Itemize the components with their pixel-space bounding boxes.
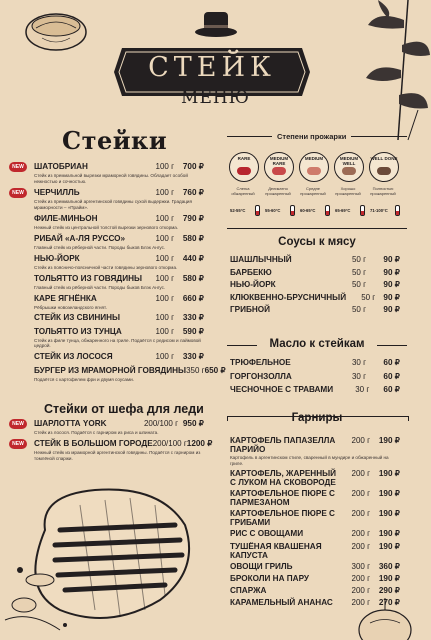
item-name: ТРЮФЕЛЬНОЕ xyxy=(230,358,291,367)
menu-item xyxy=(34,352,204,362)
item-name: КЛЮКВЕННО-БРУСНИЧНЫЙ xyxy=(230,292,347,302)
menu-item-row xyxy=(34,214,204,224)
menu-item-row xyxy=(230,358,400,368)
bowl-illustration xyxy=(22,8,90,56)
item-description: Стейк из поясничо-поясничной части говядины зернового откорма. xyxy=(34,264,178,270)
doneness-circle xyxy=(229,152,259,182)
item-weight: 30 г xyxy=(355,385,370,394)
item-price: 190 ₽ xyxy=(378,541,400,551)
menu-item xyxy=(230,542,400,560)
item-description: Главный стейк из рёберной части. Породы быков Блэк Ангус. xyxy=(34,284,166,290)
thermometer-icon xyxy=(325,205,330,216)
item-name: ГРИБНОЙ xyxy=(230,305,271,315)
menu-item xyxy=(230,358,400,368)
menu-item-row xyxy=(34,162,204,172)
item-name: КАРТОФЕЛЬ, ЖАРЕННЫЙ С ЛУКОМ НА СКОВОРОДЕ xyxy=(230,468,337,487)
item-weight: 200 г xyxy=(351,468,370,478)
item-name: ТУШЁНАЯ КВАШЕНАЯ КАПУСТА xyxy=(230,541,322,560)
menu-item xyxy=(230,574,400,584)
doneness-temperature: 71-100°C xyxy=(370,208,388,213)
menu-item xyxy=(230,562,400,572)
menu-item-row xyxy=(34,274,204,284)
menu-item xyxy=(34,274,204,291)
doneness-temperature: 65-69°C xyxy=(335,208,351,213)
item-price: 190 ₽ xyxy=(378,436,400,445)
doneness-description: Деликатно прожаренный xyxy=(265,186,291,196)
menu-item xyxy=(34,234,204,251)
item-weight: 100 г xyxy=(155,162,174,171)
item-name: СТЕЙК ИЗ СВИНИНЫ xyxy=(34,313,121,323)
item-description: Нежный стейк из центральной толстой вырезки зернового откорма. xyxy=(34,224,179,230)
doneness-label: WELL DONE xyxy=(370,156,398,161)
menu-item xyxy=(12,162,204,185)
item-price: 90 ₽ xyxy=(383,255,400,264)
menu-item xyxy=(12,419,204,436)
sauces-title: Соусы к мясу xyxy=(278,236,356,248)
hat-icon xyxy=(194,10,238,40)
thermometer-icon xyxy=(255,205,260,216)
item-description: Главный стейк из рёберной части. Породы быков Блэк Ангус. xyxy=(34,244,166,250)
doneness-temperature: 60-65°C xyxy=(300,208,316,213)
menu-item xyxy=(34,327,204,350)
item-weight: 200 г xyxy=(351,598,370,608)
menu-item-row xyxy=(230,305,400,315)
item-description: Рёбрышки новозеландского ягнят. xyxy=(34,304,107,310)
item-price: 580 ₽ xyxy=(182,233,204,243)
menu-item xyxy=(230,268,400,278)
herb-illustration xyxy=(338,0,431,140)
item-price: 60 ₽ xyxy=(383,385,400,394)
doneness-circle xyxy=(334,152,364,182)
item-price: 270 ₽ xyxy=(378,598,400,608)
item-weight: 350 г xyxy=(186,365,205,375)
item-price: 190 ₽ xyxy=(378,468,400,478)
item-name: ШАТОБРИАН xyxy=(34,162,88,171)
menu-item-row xyxy=(230,598,400,608)
menu-item xyxy=(12,187,204,211)
menu-item-row xyxy=(34,188,204,198)
thermometer-icon xyxy=(290,205,295,216)
doneness-description: Полностью прожаренный xyxy=(370,186,396,196)
item-name: БРОКОЛИ НА ПАРУ xyxy=(230,573,310,583)
item-price: 650 ₽ xyxy=(204,365,226,375)
item-weight: 300 г xyxy=(351,561,370,571)
item-weight: 100 г xyxy=(155,253,174,263)
menu-item xyxy=(230,255,400,265)
doneness-circle xyxy=(369,152,399,182)
item-price: 190 ₽ xyxy=(378,529,400,539)
item-weight: 100 г xyxy=(155,293,174,303)
item-weight: 50 г xyxy=(351,267,366,277)
item-price: 1200 ₽ xyxy=(186,438,213,448)
item-price: 60 ₽ xyxy=(383,371,400,381)
item-name: ЧЕРЧИЛЛЬ xyxy=(34,187,80,197)
item-description: Картофель в аргентинском стиле, сваренный в мундире и обжаренный на гриле. xyxy=(230,455,389,466)
item-description: Нежный стейк из мраморной аргентинской говядины. Подаётся с гарниром из томлёной спаржи. xyxy=(34,449,201,461)
item-price: 330 ₽ xyxy=(182,352,204,362)
meat-icon xyxy=(237,167,251,175)
butter-title: Масло к стейкам xyxy=(269,338,365,350)
logo-text: СТЕЙК xyxy=(148,52,276,83)
item-weight: 200 г xyxy=(351,529,370,539)
item-name: ТОЛЬЯТТО ИЗ ГОВЯДИНЫ xyxy=(34,273,143,283)
item-price: 90 ₽ xyxy=(383,292,400,302)
item-weight: 200 г xyxy=(351,586,370,596)
doneness-label: MEDIUM WELL xyxy=(339,156,359,166)
menu-item-row xyxy=(34,419,204,429)
menu-item xyxy=(230,598,400,608)
new-badge: NEW xyxy=(9,419,27,429)
item-name: ЧЕСНОЧНОЕ С ТРАВАМИ xyxy=(230,385,334,394)
chef-list xyxy=(12,419,213,464)
item-price: 580 ₽ xyxy=(182,273,204,283)
item-name: БУРГЕР ИЗ МРАМОРНОЙ ГОВЯДИНЫ xyxy=(34,365,187,375)
item-name: КАРЕ ЯГНЁНКА xyxy=(34,293,97,303)
item-name: ГОРГОНЗОЛЛА xyxy=(230,371,292,381)
meat-icon xyxy=(307,167,321,175)
item-weight: 200 г xyxy=(351,488,370,498)
menu-item xyxy=(230,385,400,395)
doneness-title: Степени прожарки xyxy=(272,132,351,141)
item-name: ОВОЩИ ГРИЛЬ xyxy=(230,561,293,571)
item-description: Стейк из премиальной вырезки мраморной говядины. Обладает особой нежностью и сочностью. xyxy=(34,173,188,184)
item-weight: 100 г xyxy=(155,187,174,197)
menu-item xyxy=(230,372,400,382)
item-weight: 100 г xyxy=(155,326,174,336)
menu-item-row xyxy=(230,574,400,584)
item-price: 90 ₽ xyxy=(383,267,400,277)
menu-item xyxy=(230,305,400,315)
doneness-temperature: 55-60°C xyxy=(265,208,281,213)
thermometer-icon xyxy=(395,205,400,216)
menu-item-row xyxy=(230,469,400,487)
item-name: РИС С ОВОЩАМИ xyxy=(230,529,304,539)
menu-item-row xyxy=(34,254,204,264)
menu-item-row xyxy=(34,365,226,376)
item-name: КАРТОФЕЛЬ ПАПАЗЕЛЛА ПАРИЙО xyxy=(230,436,336,454)
item-price: 190 ₽ xyxy=(378,509,400,519)
menu-item xyxy=(34,365,226,383)
item-price: 590 ₽ xyxy=(182,326,204,336)
item-name: ТОЛЬЯТТО ИЗ ТУНЦА xyxy=(34,326,122,336)
menu-item-row xyxy=(34,234,204,244)
item-weight: 50 г xyxy=(351,305,366,315)
item-price: 330 ₽ xyxy=(182,313,204,323)
item-price: 950 ₽ xyxy=(182,419,204,428)
doneness-description: Слегка обжаренный xyxy=(231,186,255,196)
item-price: 290 ₽ xyxy=(378,586,400,596)
item-price: 760 ₽ xyxy=(182,187,204,197)
item-price: 440 ₽ xyxy=(182,253,204,263)
menu-item xyxy=(34,294,204,311)
new-badge: NEW xyxy=(9,188,27,198)
item-weight: 30 г xyxy=(351,371,366,381)
menu-item-row xyxy=(230,489,400,507)
menu-item xyxy=(230,469,400,487)
item-name: БАРБЕКЮ xyxy=(230,267,272,277)
item-weight: 100 г xyxy=(155,313,174,323)
item-name: КАРТОФЕЛЬНОЕ ПЮРЕ С ПАРМЕЗАНОМ xyxy=(230,488,335,507)
item-weight: 200 г xyxy=(351,436,370,445)
item-weight: 100 г xyxy=(155,213,174,223)
new-badge: NEW xyxy=(9,162,27,172)
menu-item-row xyxy=(230,586,400,596)
menu-subtitle: МЕНЮ xyxy=(181,88,250,108)
chef-title: Стейки от шефа для леди xyxy=(44,402,204,416)
item-description: Стейк из премиальной аргентинской говядины сухой выдержки. Градация мраморности – «Прайм». xyxy=(34,198,192,210)
item-name: КАРАМЕЛЬНЫЙ АНАНАС xyxy=(230,598,333,608)
menu-item-row xyxy=(34,313,204,323)
menu-item xyxy=(230,436,400,467)
menu-item xyxy=(34,254,204,271)
meat-icon xyxy=(377,167,391,175)
new-badge: NEW xyxy=(9,439,27,449)
doneness-label: MEDIUM RARE xyxy=(269,156,289,166)
item-weight: 100 г xyxy=(155,233,174,243)
menu-item xyxy=(230,489,400,507)
meat-icon xyxy=(272,167,286,175)
item-weight: 200 г xyxy=(351,541,370,551)
butter-list xyxy=(230,358,400,399)
item-name: ШАШЛЫЧНЫЙ xyxy=(230,255,292,264)
menu-item-row xyxy=(230,562,400,572)
item-weight: 30 г xyxy=(351,358,366,367)
item-name: КАРТОФЕЛЬНОЕ ПЮРЕ С ГРИБАМИ xyxy=(230,509,335,528)
item-name: СПАРЖА xyxy=(230,586,267,596)
menu-item-row xyxy=(230,268,400,278)
sauces-list xyxy=(230,255,400,318)
item-weight: 100 г xyxy=(155,273,174,283)
menu-item-row xyxy=(230,280,400,290)
item-price: 60 ₽ xyxy=(383,358,400,367)
doneness-description: Хорошо прожаренный xyxy=(335,186,361,196)
doneness-description: Средне прожаренный xyxy=(300,186,326,196)
doneness-circle xyxy=(264,152,294,182)
sides-list xyxy=(230,436,400,610)
steaks-title: Стейки xyxy=(62,126,168,155)
menu-item-row xyxy=(34,352,204,362)
menu-item xyxy=(230,586,400,596)
item-weight: 200/100 г xyxy=(152,438,187,448)
item-weight: 50 г xyxy=(361,292,376,302)
item-price: 790 ₽ xyxy=(182,213,204,223)
menu-item-row xyxy=(230,436,400,454)
item-name: ФИЛЕ-МИНЬОН xyxy=(34,213,98,223)
item-price: 360 ₽ xyxy=(378,561,400,571)
item-price: 90 ₽ xyxy=(383,305,400,315)
steaks-list xyxy=(12,162,226,386)
menu-item xyxy=(230,509,400,527)
doneness-bottom-divider xyxy=(227,228,407,229)
doneness-label: RARE xyxy=(237,156,251,161)
item-description: Стейк из филе тунца, обжаренного на гриле. Подаётся с редисом и лаймовой цедрой. xyxy=(34,337,201,349)
item-name: СТЕЙК ИЗ ЛОСОСЯ xyxy=(34,352,113,362)
sides-title: Гарниры xyxy=(291,412,343,424)
item-name: РИБАЙ «А-ЛЯ РУССО» xyxy=(34,233,126,243)
item-price: 700 ₽ xyxy=(182,162,204,171)
item-description: Стейк из лосося. Подаётся с гарниром из риса и шпината. xyxy=(34,430,159,435)
thermometer-icon xyxy=(360,205,365,216)
menu-item xyxy=(34,313,204,323)
item-weight: 50 г xyxy=(351,280,366,290)
menu-item-row xyxy=(230,293,400,303)
item-name: ШАРЛОТТА YORK xyxy=(34,419,107,428)
item-weight: 50 г xyxy=(351,255,366,264)
item-description: Подаётся с картофелем фри и двумя соусами. xyxy=(34,376,134,382)
item-weight: 200/100 г xyxy=(143,419,178,428)
item-price: 660 ₽ xyxy=(182,293,204,303)
doneness-temperature: 52-55°C xyxy=(230,208,246,213)
menu-item-row xyxy=(230,385,400,395)
meat-icon xyxy=(342,167,356,175)
menu-item-row xyxy=(230,542,400,560)
steak-illustration xyxy=(0,470,200,640)
menu-item-row xyxy=(34,327,204,337)
menu-item xyxy=(230,280,400,290)
menu-item xyxy=(12,438,213,462)
menu-item-row xyxy=(230,255,400,265)
item-price: 190 ₽ xyxy=(378,573,400,583)
item-name: СТЕЙК В БОЛЬШОМ ГОРОДЕ xyxy=(34,438,153,448)
menu-item-row xyxy=(230,372,400,382)
item-price: 90 ₽ xyxy=(383,280,400,290)
doneness-circle xyxy=(299,152,329,182)
item-weight: 200 г xyxy=(351,509,370,519)
item-weight: 200 г xyxy=(351,573,370,583)
menu-item-row xyxy=(34,438,213,449)
item-name: НЬЮ-ЙОРК xyxy=(230,280,276,290)
item-price: 190 ₽ xyxy=(378,488,400,498)
menu-item xyxy=(34,214,204,231)
menu-item-row xyxy=(34,294,204,304)
doneness-list xyxy=(227,152,407,224)
item-weight: 100 г xyxy=(155,352,174,362)
menu-item xyxy=(230,293,400,303)
menu-item-row xyxy=(230,529,400,539)
doneness-label: MEDIUM xyxy=(304,156,324,161)
menu-item-row xyxy=(230,509,400,527)
menu-item xyxy=(230,529,400,539)
item-name: НЬЮ-ЙОРК xyxy=(34,253,80,263)
